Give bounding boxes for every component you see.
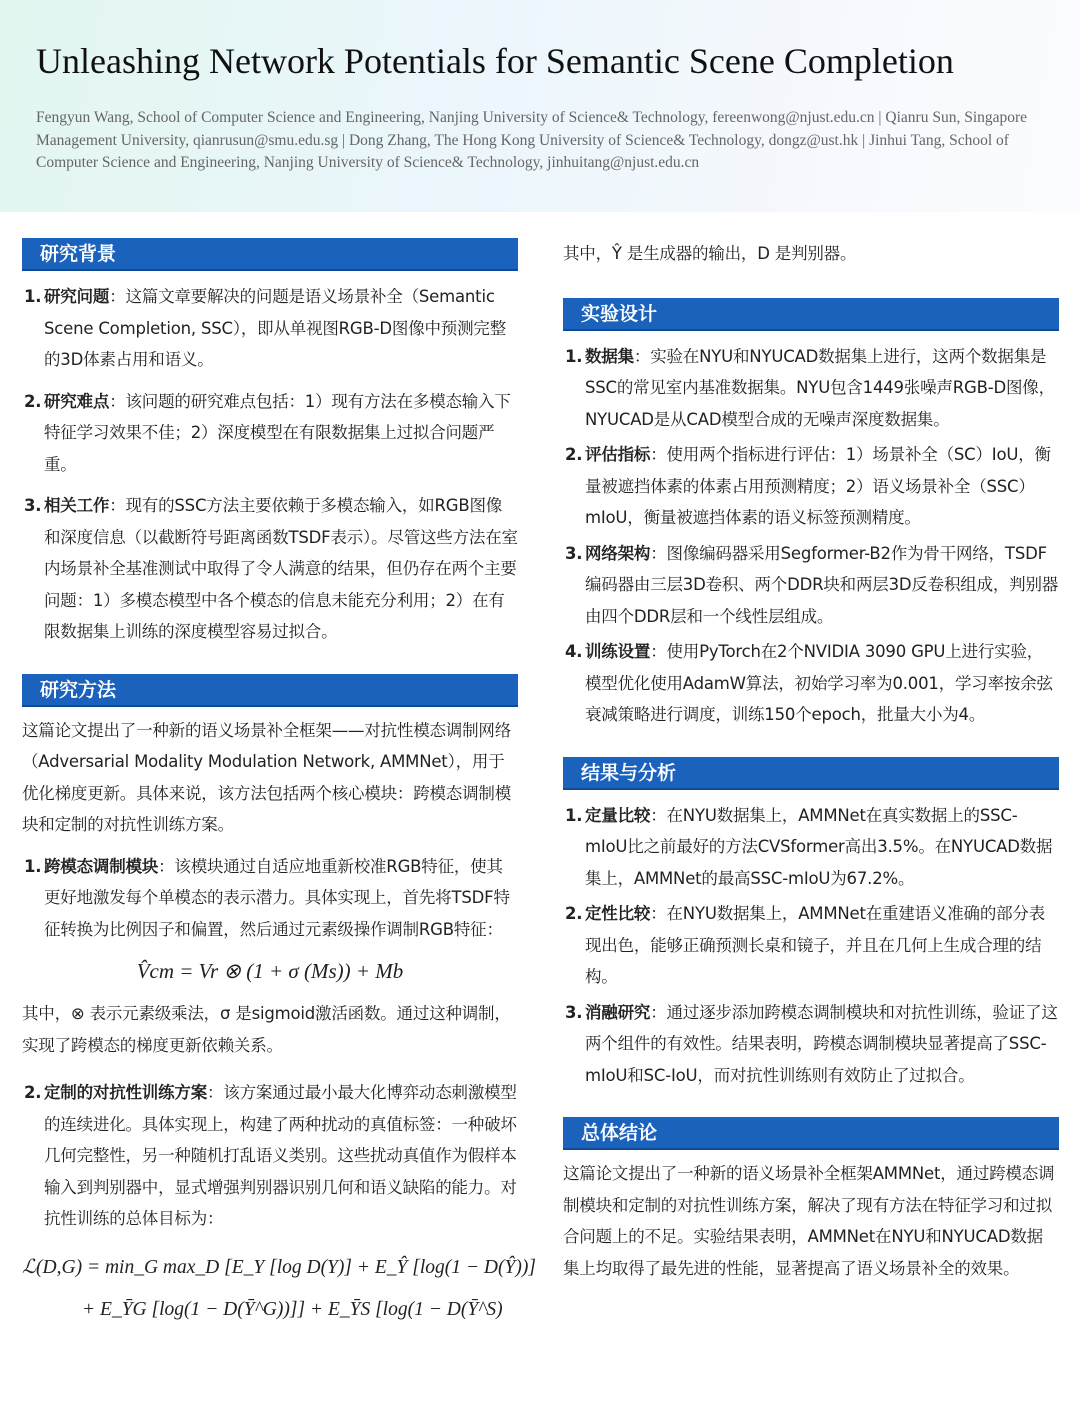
item-text: ：在NYU数据集上，AMMNet在重建语义准确的部分表现出色，能够正确预测长桌和镜子，并且在几何上生成合理的结构。 [585,904,1046,986]
item-label: 网络架构 [585,543,651,563]
section-title-conclusion: 总体结论 [563,1117,1059,1150]
formula-explanation: 其中，⊗ 表示元素级乘法，σ 是sigmoid激活函数。通过这种调制，实现了跨模态的梯度更新依赖关系。 [22,1004,511,1055]
item-label: 跨模态调制模块 [44,856,159,876]
item-text: ：现有的SSC方法主要依赖于多模态输入，如RGB图像和深度信息（以截断符号距离函数TSDF表示）。尽管这些方法在室内场景补全基准测试中取得了令人满意的结果，但仍存在两个主要问题：1）多模态模型中各个模态的信息未能充分利用；2）在有限数据集上训练的深度模型容易过拟合。 [44,496,518,641]
list-item [563,997,1059,1092]
item-number: 1. [24,856,42,876]
section-title-results: 结果与分析 [563,757,1059,790]
item-label: 定制的对抗性训练方案 [44,1083,208,1102]
background-list [22,281,518,648]
item-label: 评估指标 [585,445,651,464]
item-text: ：图像编码器采用Segformer-B2作为骨干网络，TSDF编码器由三层3D卷积、两个DDR块和两层3D反卷积组成，判别器由四个DDR层和一个线性层组成。 [585,543,1059,626]
item-text: ：该问题的研究难点包括：1）现有方法在多模态输入下特征学习效果不佳；2）深度模型在有限数据集上过拟合问题严重。 [44,391,511,474]
paper-title: Unleashing Network Potentials for Semantic Scene Completion [36,41,954,81]
item-text: ：在NYU数据集上，AMMNet在真实数据上的SSC-mIoU比之前最好的方法CVSformer高出3.5%。在NYUCAD数据集上，AMMNet的最高SSC-mIoU为67.2%。 [585,805,1053,888]
item-label: 数据集 [585,346,634,366]
item-number: 3. [24,496,42,515]
generator-note: 其中，Ŷ 是生成器的输出，D 是判别器。 [563,244,857,263]
method-intro: 这篇论文提出了一种新的语义场景补全框架——对抗性模态调制网络（Adversarial Modality Modulation Network, AMMNet），用于优化梯度更新。具体来说，该方法包括两个核心模块：跨模态调制模块和定制的对抗性训练方案。 [22,720,512,834]
left-column [22,238,536,1331]
item-label: 研究问题 [44,287,110,306]
item-text: ：使用PyTorch在2个NVIDIA 3090 GPU上进行实验，模型优化使用AdamW算法，初始学习率为0.001，学习率按余弦衰减策略进行调度，训练150个epoch，批量大小为4。 [585,642,1053,724]
item-text: ：实验在NYU和NYUCAD数据集上进行，这两个数据集是SSC的常见室内基准数据集。NYU包含1449张噪声RGB-D图像，NYUCAD是从CAD模型合成的无噪声深度数据集。 [585,346,1055,429]
list-item [22,281,518,376]
list-item [22,386,518,481]
item-number: 1. [565,805,583,825]
item-number: 1. [24,287,42,306]
list-item [22,490,518,648]
item-number: 2. [24,1083,42,1102]
item-text: ：该模块通过自适应地重新校准RGB特征，使其更好地激发每个单模态的表示潜力。具体实现上，首先将TSDF特征转换为比例因子和偏置，然后通过元素级操作调制RGB特征： [44,856,510,939]
list-item [563,341,1059,436]
section-title-experiment: 实验设计 [563,298,1059,331]
item-label: 消融研究 [585,1002,651,1022]
list-item [563,800,1059,895]
item-label: 定性比较 [585,904,651,923]
right-column [563,238,1059,1284]
item-label: 研究难点 [44,391,110,411]
item-number: 2. [565,904,583,923]
list-item [563,636,1059,731]
list-item [22,1077,518,1235]
item-text: ：这篇文章要解决的问题是语义场景补全（Semantic Scene Completion, SSC），即从单视图RGB-D图像中预测完整的3D体素占用和语义。 [44,287,506,369]
section-title-method: 研究方法 [22,674,518,707]
author-list: Fengyun Wang, School of Computer Science and Engineering, Nanjing University of Science& Technology, fereenwong@njust.edu.cn | Qianru Sun, Singapore Management University, qianrusun@smu.edu.sg | Dong Zhang, The Hong Kong University of Science& Technology, dongz@ust.hk | Jinhui Tang, School of Computer Science and Engineering, Nanjing University of Science& Technology, jinhuitang@njust.edu.cn [36,109,1028,171]
item-number: 3. [565,1002,583,1022]
item-text: ：该方案通过最小最大化博弈动态刺激模型的连续进化。具体实现上，构建了两种扰动的真值标签：一种破坏几何完整性，另一种随机打乱语义类别。这些扰动真值作为假样本输入到判别器中，显式增强判别器识别几何和语义缺陷的能力。对抗性训练的总体目标为： [44,1083,517,1228]
item-label: 训练设置 [585,642,651,661]
adversarial-objective-line1: ℒ(D,G) = min_G max_D [E_Y [log D(Y)] + E_Ŷ [log(1 − D(Ŷ))] [22,1256,536,1278]
list-item [563,898,1059,993]
item-label: 定量比较 [585,805,651,825]
modulation-formula: V̂cm = Vr ⊗ (1 + σ (Ms)) + Mb [136,959,404,983]
item-number: 2. [24,391,42,411]
list-item [563,439,1059,534]
item-number: 2. [565,445,583,464]
list-item [22,851,518,946]
item-number: 3. [565,543,583,563]
adversarial-objective-line2: + E_ȲG [log(1 − D(Ȳ^G))]] + E_ȲS [log(1 − D(Ȳ^S) [82,1298,503,1320]
item-text: ：使用两个指标进行评估：1）场景补全（SC）IoU，衡量被遮挡体素的体素占用预测精度；2）语义场景补全（SSC）mIoU，衡量被遮挡体素的语义标签预测精度。 [585,445,1051,527]
poster-header [0,0,1080,212]
item-number: 1. [565,346,583,366]
item-text: ：通过逐步添加跨模态调制模块和对抗性训练，验证了这两个组件的有效性。结果表明，跨模态调制模块显著提高了SSC-mIoU和SC-IoU，而对抗性训练则有效防止了过拟合。 [585,1002,1058,1085]
item-label: 相关工作 [44,496,110,515]
conclusion-text: 这篇论文提出了一种新的语义场景补全框架AMMNet，通过跨模态调制模块和定制的对抗性训练方案，解决了现有方法在特征学习和过拟合问题上的不足。实验结果表明，AMMNet在NYU和NYUCAD数据集上均取得了最先进的性能，显著提高了语义场景补全的效果。 [563,1164,1055,1278]
section-title-background: 研究背景 [22,238,518,271]
item-number: 4. [565,642,583,661]
list-item [563,538,1059,633]
